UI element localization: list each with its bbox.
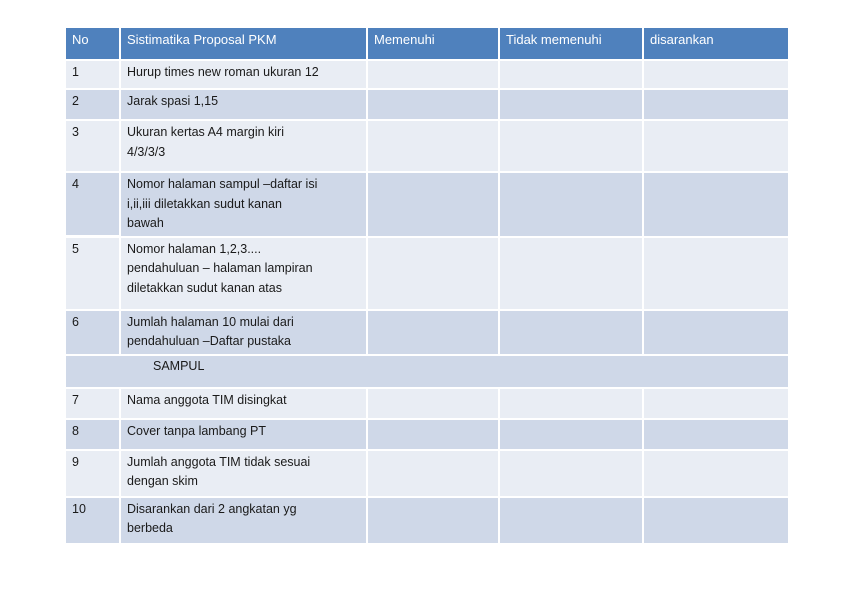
row-8-text: Cover tanpa lambang PT — [121, 420, 366, 449]
row-6-memenuhi[interactable] — [368, 311, 498, 354]
row-10-text: Disarankan dari 2 angkatan yg berbeda — [121, 498, 366, 543]
row-6-disarankan[interactable] — [644, 311, 788, 354]
row-2-disarankan[interactable] — [644, 90, 788, 119]
row-10-tidak-memenuhi[interactable] — [500, 498, 642, 543]
row-2-no: 2 — [66, 90, 119, 119]
row-1-tidak-memenuhi[interactable] — [500, 61, 642, 88]
row-5-text: Nomor halaman 1,2,3.... pendahuluan – halaman lampiran diletakkan sudut kanan atas — [121, 238, 366, 309]
row-3-memenuhi[interactable] — [368, 121, 498, 171]
row-3-text: Ukuran kertas A4 margin kiri 4/3/3/3 — [121, 121, 366, 171]
header-sistematika: Sistimatika Proposal PKM — [121, 28, 366, 59]
section-sampul: SAMPUL — [66, 356, 788, 387]
row-3-no: 3 — [66, 121, 119, 171]
row-5-memenuhi[interactable] — [368, 238, 498, 309]
row-7-text: Nama anggota TIM disingkat — [121, 389, 366, 418]
row-7-memenuhi[interactable] — [368, 389, 498, 418]
checklist-table — [66, 28, 780, 543]
row-5-no: 5 — [66, 238, 119, 309]
row-9-tidak-memenuhi[interactable] — [500, 451, 642, 496]
row-5-tidak-memenuhi[interactable] — [500, 238, 642, 309]
row-8-disarankan[interactable] — [644, 420, 788, 449]
row-4-memenuhi[interactable] — [368, 173, 498, 236]
row-6-text: Jumlah halaman 10 mulai dari pendahuluan –Daftar pustaka — [121, 311, 366, 354]
header-disarankan: disarankan — [644, 28, 788, 59]
row-7-no: 7 — [66, 389, 119, 418]
row-6-no: 6 — [66, 311, 119, 354]
row-10-disarankan[interactable] — [644, 498, 788, 543]
row-7-tidak-memenuhi[interactable] — [500, 389, 642, 418]
row-10-memenuhi[interactable] — [368, 498, 498, 543]
row-9-text: Jumlah anggota TIM tidak sesuai dengan skim — [121, 451, 366, 496]
row-4-no: 4 — [66, 173, 119, 235]
row-3-disarankan[interactable] — [644, 121, 788, 171]
row-5-disarankan[interactable] — [644, 238, 788, 309]
row-10-no: 10 — [66, 498, 119, 543]
row-2-text: Jarak spasi 1,15 — [121, 90, 366, 119]
header-memenuhi: Memenuhi — [368, 28, 498, 59]
row-8-tidak-memenuhi[interactable] — [500, 420, 642, 449]
row-1-disarankan[interactable] — [644, 61, 788, 88]
row-4-tidak-memenuhi[interactable] — [500, 173, 642, 236]
header-no: No — [66, 28, 119, 59]
row-9-no: 9 — [66, 451, 119, 496]
row-1-text: Hurup times new roman ukuran 12 — [121, 61, 366, 88]
row-9-disarankan[interactable] — [644, 451, 788, 496]
row-4-disarankan[interactable] — [644, 173, 788, 236]
row-6-tidak-memenuhi[interactable] — [500, 311, 642, 354]
row-2-tidak-memenuhi[interactable] — [500, 90, 642, 119]
row-2-memenuhi[interactable] — [368, 90, 498, 119]
row-3-tidak-memenuhi[interactable] — [500, 121, 642, 171]
row-8-memenuhi[interactable] — [368, 420, 498, 449]
row-1-memenuhi[interactable] — [368, 61, 498, 88]
row-8-no: 8 — [66, 420, 119, 449]
row-7-disarankan[interactable] — [644, 389, 788, 418]
row-4-text: Nomor halaman sampul –daftar isi i,ii,iii diletakkan sudut kanan bawah — [121, 173, 366, 236]
row-1-no: 1 — [66, 61, 119, 88]
row-9-memenuhi[interactable] — [368, 451, 498, 496]
header-tidak-memenuhi: Tidak memenuhi — [500, 28, 642, 59]
